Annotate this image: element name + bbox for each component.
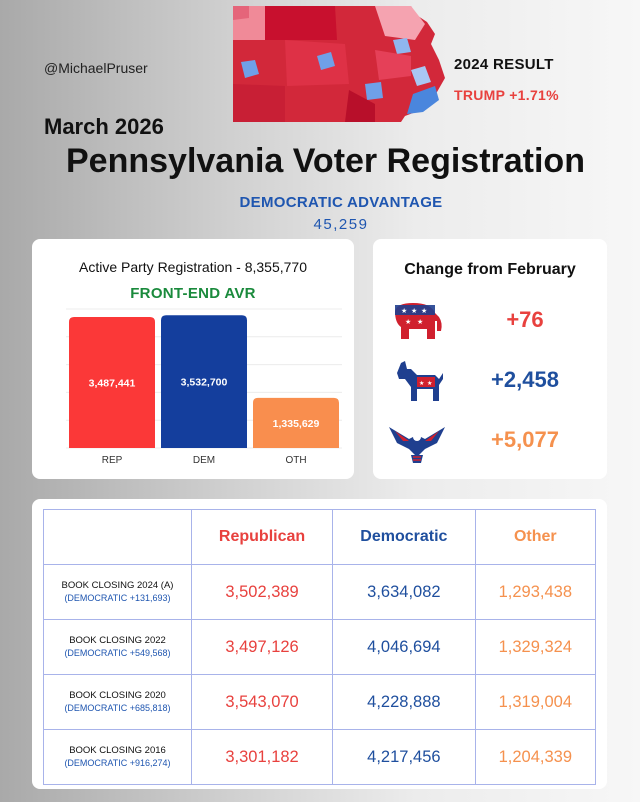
row-label-sub: (DEMOCRATIC +916,274) <box>64 758 171 769</box>
bar-value-label: 1,335,629 <box>272 417 320 430</box>
change-card <box>373 239 607 479</box>
eagle-icon <box>387 417 447 465</box>
pennsylvania-county-map <box>225 0 451 128</box>
row-label <box>44 565 192 620</box>
change-title: Change from February <box>404 261 576 278</box>
advantage-label: DEMOCRATIC ADVANTAGE <box>239 194 443 211</box>
chart-subtitle: FRONT-END AVR <box>130 285 256 302</box>
elephant-icon <box>387 297 447 345</box>
table-row <box>44 730 596 785</box>
row-label-sub: (DEMOCRATIC +685,818) <box>64 703 171 714</box>
row-label <box>44 620 192 675</box>
book-closing-table-card <box>32 499 607 789</box>
bar-value-label: 3,532,700 <box>180 376 228 389</box>
change-value-other: +5,077 <box>491 427 559 452</box>
row-label-title: BOOK CLOSING 2020 <box>69 689 166 701</box>
table-header-row <box>44 510 596 565</box>
table-row <box>44 620 596 675</box>
bar-chart <box>32 239 354 479</box>
change-value-republican: +76 <box>506 307 544 332</box>
map-region-north <box>265 6 337 40</box>
author-handle: @MichaelPruser <box>44 60 148 76</box>
map-region-harrisburg <box>365 82 383 100</box>
svg-text:★: ★ <box>427 380 433 387</box>
cell-democratic: 3,634,082 <box>333 565 476 620</box>
cell-republican: 3,543,070 <box>192 675 333 730</box>
row-label-sub: (DEMOCRATIC +549,568) <box>64 648 171 659</box>
svg-text:★: ★ <box>411 307 418 315</box>
result-title: 2024 RESULT <box>454 56 554 73</box>
map-region-central <box>285 40 349 86</box>
cell-other: 1,319,004 <box>475 675 595 730</box>
row-label-title: BOOK CLOSING 2024 (A) <box>61 579 174 591</box>
row-label <box>44 675 192 730</box>
category-label: DEM <box>192 455 216 466</box>
cell-democratic: 4,217,456 <box>333 730 476 785</box>
table-row <box>44 565 596 620</box>
table-header-republican: Republican <box>192 510 333 565</box>
donkey-icon <box>387 357 447 405</box>
change-row-democratic <box>373 357 607 405</box>
cell-other: 1,293,438 <box>475 565 595 620</box>
cell-republican: 3,497,126 <box>192 620 333 675</box>
cell-democratic: 4,228,888 <box>333 675 476 730</box>
svg-text:★: ★ <box>419 380 425 387</box>
result-value: TRUMP +1.71% <box>454 87 559 103</box>
table-header-blank <box>44 510 192 565</box>
row-label-title: BOOK CLOSING 2016 <box>69 744 166 756</box>
advantage-value: 45,259 <box>313 216 369 233</box>
book-closing-table <box>43 509 596 785</box>
table-header-democratic: Democratic <box>333 510 476 565</box>
change-row-republican <box>373 297 607 345</box>
chart-title: Active Party Registration - 8,355,770 <box>78 259 307 275</box>
registration-chart-card <box>32 239 354 479</box>
table-row <box>44 675 596 730</box>
cell-other: 1,329,324 <box>475 620 595 675</box>
svg-text:★: ★ <box>421 307 428 315</box>
cell-republican: 3,301,182 <box>192 730 333 785</box>
cell-other: 1,204,339 <box>475 730 595 785</box>
row-label-sub: (DEMOCRATIC +131,693) <box>64 593 171 604</box>
svg-text:★: ★ <box>405 318 412 326</box>
row-label <box>44 730 192 785</box>
category-label: OTH <box>285 455 307 466</box>
table-header-other: Other <box>475 510 595 565</box>
cell-republican: 3,502,389 <box>192 565 333 620</box>
cell-democratic: 4,046,694 <box>333 620 476 675</box>
bar-value-label: 3,487,441 <box>88 377 136 390</box>
page-title: Pennsylvania Voter Registration <box>66 142 585 180</box>
map-region-southwest <box>233 84 285 122</box>
report-month: March 2026 <box>44 114 164 139</box>
change-row-other <box>373 417 607 465</box>
svg-text:★: ★ <box>417 318 424 326</box>
change-value-democratic: +2,458 <box>491 367 559 392</box>
svg-text:★: ★ <box>401 307 408 315</box>
row-label-title: BOOK CLOSING 2022 <box>69 634 166 646</box>
category-label: REP <box>101 455 123 466</box>
map-region-erie <box>233 6 249 20</box>
